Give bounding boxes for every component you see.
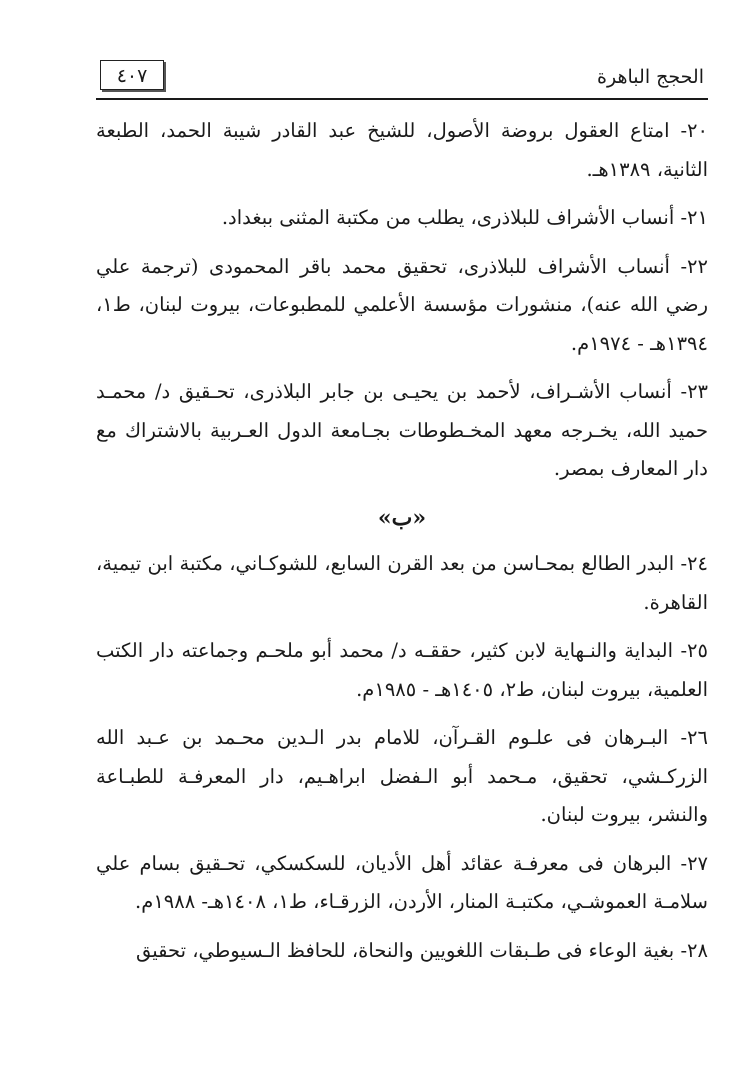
entry-text: أنساب الأشراف للبلاذرى، تحقيق محمد باقر المحمودى (ترجمة علي رضي الله عنه)، منشورات مؤسسة الأعلمي للمطبوعات، بيروت لبنان، ط١، ١٣٩٤هـ - ١٩٧٤م.	[96, 254, 708, 355]
bibliography-entry	[96, 632, 708, 709]
entry-text: البـرهان فى علـوم القـرآن، للامام بدر الـدين محـمد بن عـبد الله الزركـشي، تحقيق، مـحمد أبو الـفضل ابراهـيم، دار المعرفـة للطبـاعة والنشر، بيروت لبنان.	[96, 726, 708, 826]
entry-text: البدر الطالع بمحـاسن من بعد القرن السابع، للشوكـاني، مكتبة ابن تيمية، القاهرة.	[96, 552, 708, 614]
entry-text: البرهان فى معرفـة عقائد أهل الأديان، للسكسكي، تحـقيق بسام علي سلامـة العموشـي، مكتبـة المنار، الأردن، الزرقـاء، ط١، ١٤٠٨هـ- ١٩٨٨م.	[96, 851, 708, 913]
bibliography-entry	[96, 719, 708, 835]
section-heading: «ب»	[377, 504, 427, 531]
header-rule	[96, 98, 708, 100]
bibliography-entry	[96, 199, 708, 238]
entry-text: أنساب الأشـراف، لأحمد بن يحيـى بن جابر البلاذرى، تحـقيق د/ محمـد حميد الله، يخـرجه معهد المخـطوطات بجـامعة الدول العـربية بالاشتراك مع دار المعارف بمصر.	[96, 380, 708, 480]
bibliography-entry	[96, 545, 708, 622]
bibliography-entry	[96, 932, 708, 971]
bibliography-entry	[96, 373, 708, 489]
bibliography-list	[96, 112, 708, 980]
entry-number: ٢٤-	[680, 552, 708, 575]
entry-text: امتاع العقول بروضة الأصول، للشيخ عبد القادر شيبة الحمد، الطبعة الثانية، ١٣٨٩هـ.	[96, 119, 708, 181]
bibliography-entry	[96, 112, 708, 189]
entry-text: أنساب الأشراف للبلاذرى، يطلب من مكتبة المثنى ببغداد.	[221, 206, 675, 229]
page-header	[96, 58, 708, 100]
entry-text: البداية والنـهاية لابن كثير، حققـه د/ محمد أبو ملحـم وجماعته دار الكتب العلمية، بيروت لبنان، ط٢، ١٤٠٥هـ - ١٩٨٥م.	[96, 639, 708, 701]
entry-number: ٢٠-	[680, 119, 708, 142]
entry-number: ٢٦-	[680, 726, 708, 749]
entry-number: ٢٢-	[680, 254, 708, 278]
bibliography-entry	[96, 845, 708, 922]
running-title: الحجج الباهرة	[597, 66, 704, 88]
entry-number: ٢١-	[680, 206, 708, 229]
entry-number: ٢٣-	[680, 380, 709, 403]
entry-number: ٢٥-	[680, 639, 708, 662]
entry-number: ٢٧-	[680, 851, 709, 875]
bibliography-entry	[96, 248, 708, 364]
entry-number: ٢٨-	[680, 938, 708, 962]
entry-text: بغية الوعاء فى طـبقات اللغويين والنحاة، للحافظ الـسيوطي، تحقيق	[136, 938, 675, 962]
page-number: ٤٠٧	[100, 60, 164, 90]
